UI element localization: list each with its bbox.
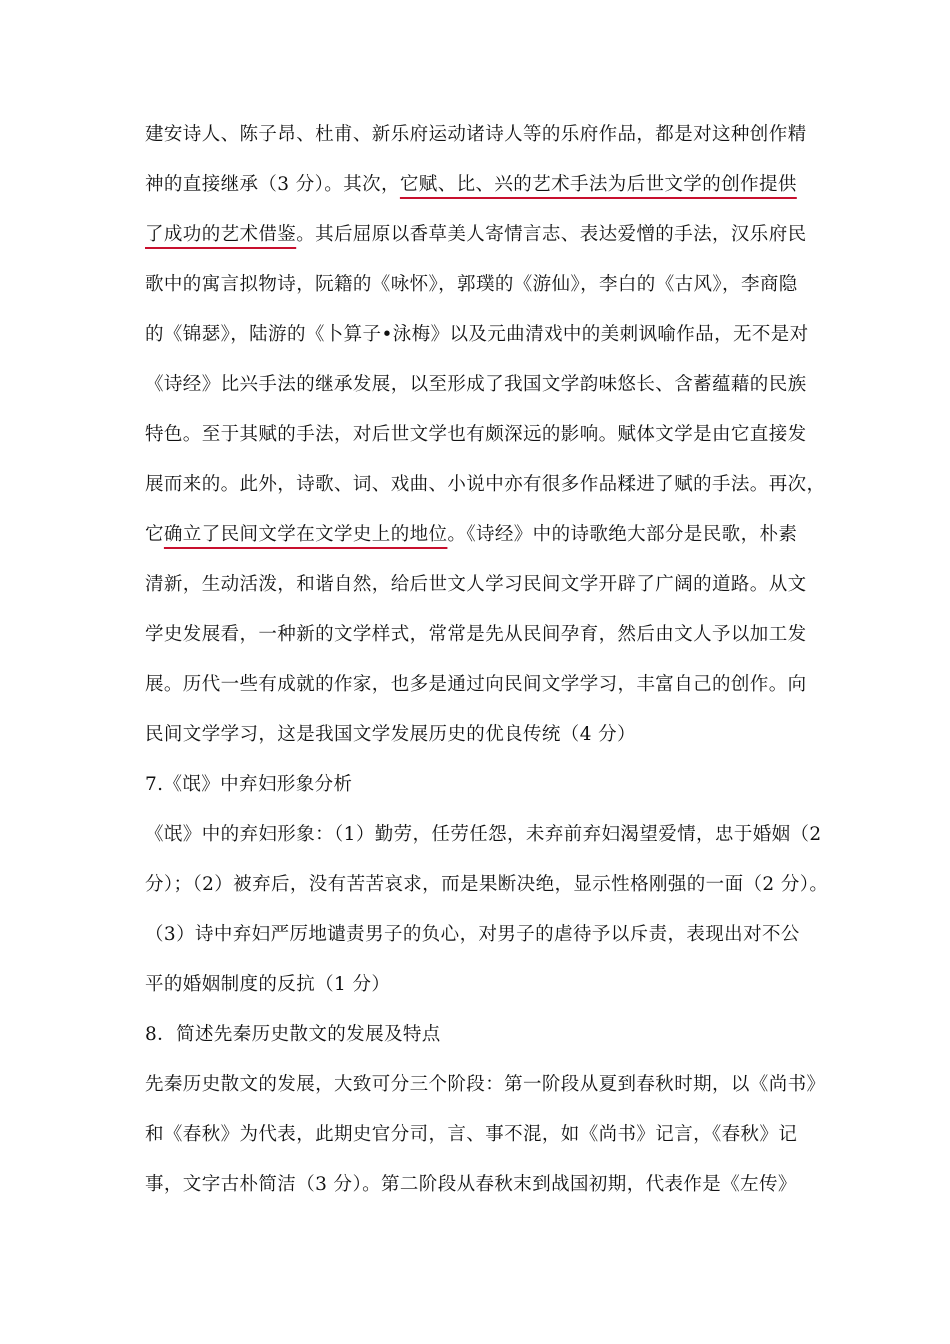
text-span: 特色。至于其赋的手法，对后世文学也有颇深远的影响。赋体文学是由它直接发 <box>145 424 807 445</box>
heading-text: 8．简述先秦历史散文的发展及特点 <box>145 1024 441 1045</box>
underlined-phrase: 它赋、比、兴的艺术手法为后世文学的创作提供 <box>399 174 797 195</box>
text-span: 事，文字古朴简洁（3 分）。第二阶段从春秋末到战国初期，代表作是《左传》 <box>145 1174 797 1195</box>
text-span: 清新，生动活泼，和谐自然，给后世文人学习民间文学开辟了广阔的道路。从文 <box>145 574 807 595</box>
underlined-phrase: 了成功的艺术借鉴 <box>145 224 297 245</box>
text-span: 民间文学学习，这是我国文学发展历史的优良传统（4 分） <box>145 724 636 745</box>
text-span: 平的婚姻制度的反抗（1 分） <box>145 974 391 995</box>
text-line <box>145 722 813 748</box>
text-line <box>145 972 813 998</box>
text-line <box>145 222 813 248</box>
section-heading <box>145 772 813 798</box>
text-line <box>145 1172 813 1198</box>
heading-text: 7.《氓》中弃妇形象分析 <box>145 774 353 795</box>
text-span: 先秦历史散文的发展，大致可分三个阶段：第一阶段从夏到春秋时期，以《尚书》 <box>145 1074 826 1095</box>
text-span: 神的直接继承（3 分）。其次， <box>145 174 400 195</box>
underlined-phrase: 确立了民间文学在文学史上的地位 <box>163 524 448 545</box>
text-span: 展而来的。此外，诗歌、词、戏曲、小说中亦有很多作品糅进了赋的手法。再次， <box>145 474 826 495</box>
text-line <box>145 1072 826 1098</box>
text-span: 。其后屈原以香草美人寄情言志、表达爱憎的手法，汉乐府民 <box>296 224 807 245</box>
text-line <box>145 472 826 498</box>
text-line <box>145 172 813 198</box>
text-span: 展。历代一些有成就的作家，也多是通过向民间文学学习，丰富自己的创作。向 <box>145 674 807 695</box>
text-span: 分）；（2）被弃后，没有苦苦哀求，而是果断决绝，显示性格刚强的一面（2 分）。 <box>145 874 829 895</box>
text-span: 《氓》中的弃妇形象：（1）勤劳，任劳任怨，未弃前弃妇渴望爱情，忠于婚姻（2 <box>145 824 822 845</box>
text-line <box>145 872 829 898</box>
text-line <box>145 572 813 598</box>
text-line <box>145 372 813 398</box>
text-span: 建安诗人、陈子昂、杜甫、新乐府运动诸诗人等的乐府作品，都是对这种创作精 <box>145 124 807 145</box>
text-span: （3）诗中弃妇严厉地谴责男子的负心，对男子的虐待予以斥责，表现出对不公 <box>145 924 800 945</box>
text-span: 学史发展看，一种新的文学样式，常常是先从民间孕育，然后由文人予以加工发 <box>145 624 807 645</box>
text-line <box>145 672 813 698</box>
text-span: 歌中的寓言拟物诗，阮籍的《咏怀》，郭璞的《游仙》，李白的《古风》，李商隐 <box>145 274 798 295</box>
text-line <box>145 322 813 348</box>
text-line <box>145 522 813 548</box>
text-line <box>145 1122 813 1148</box>
text-span: 和《春秋》为代表，此期史官分司，言、事不混，如《尚书》记言，《春秋》记 <box>145 1124 798 1145</box>
text-line <box>145 122 813 148</box>
section-heading <box>145 1022 813 1048</box>
text-line <box>145 622 813 648</box>
text-span: 《诗经》比兴手法的继承发展，以至形成了我国文学韵味悠长、含蓄蕴藉的民族 <box>145 374 807 395</box>
text-line <box>145 422 813 448</box>
text-span: 它 <box>145 524 164 545</box>
text-span: 。《诗经》中的诗歌绝大部分是民歌，朴素 <box>447 524 798 545</box>
text-line <box>145 922 813 948</box>
text-line <box>145 822 822 848</box>
text-span: 的《锦瑟》，陆游的《卜算子•泳梅》以及元曲清戏中的美刺讽喻作品，无不是对 <box>145 324 809 345</box>
text-line <box>145 272 813 298</box>
